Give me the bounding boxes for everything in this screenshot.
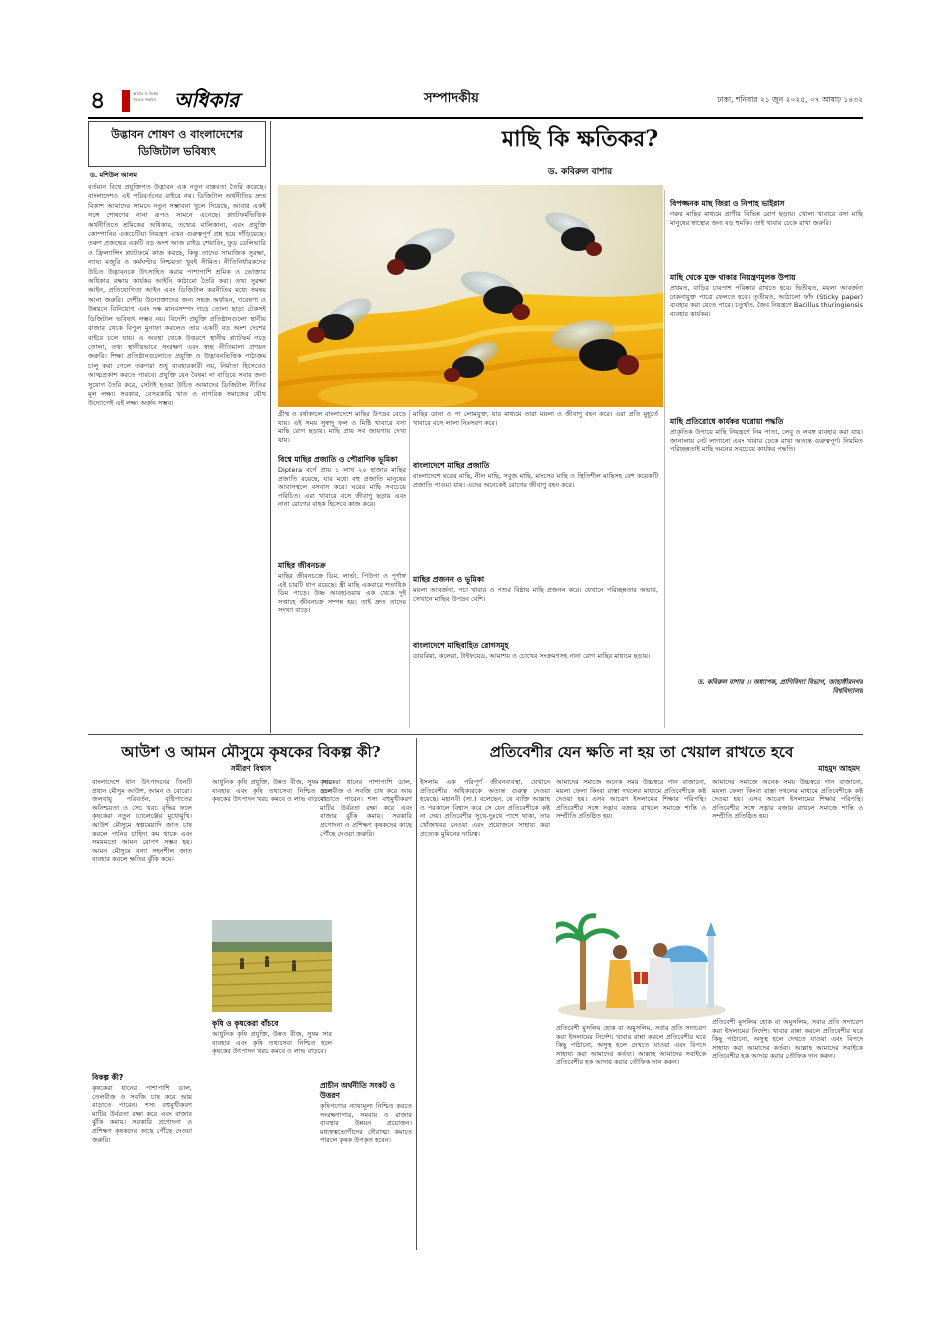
- col1-subhead-2: মাছির জীবনচক্র: [278, 561, 326, 570]
- main-article-byline: ড. কবিরুল বাশার: [547, 167, 613, 177]
- masthead: [88, 86, 863, 116]
- col1-subhead-1: বিশ্বে মাছির প্রজাতি ও পৌরাণিক ভূমিকা: [278, 455, 398, 464]
- bottom-right-body-2: আমাদের সমাজে অনেক সময় উচ্চস্বরে গান বাজানো, ময়লা ফেলা কিংবা রাস্তা দখলের মাধ্যমে প্রতিবেশীকে কষ্ট দেওয়া হয়। এসব আচরণ ইসলামের শিক্ষার পরিপন্থি। প্রতিবেশীর সঙ্গে সদ্ভাব বজায় রাখলে সমাজে শান্তি ও সম্প্রীতি প্রতিষ্ঠিত হয়।: [556, 778, 706, 821]
- bottom-left-col3-body-2: কৃষিপণ্যের ন্যায্যমূল্য নিশ্চিত করতে সংরক্ষণাগার, সমবায় ও বাজার ব্যবস্থার উন্নয়ন প্রয়োজন। মধ্যস্বত্বভোগীদের দৌরাত্ম্য কমাতে পারলে কৃষক উপকৃত হবেন।: [320, 1102, 412, 1145]
- left-article-title-box: [88, 121, 266, 167]
- bottom-right-col-2-top: [556, 778, 706, 898]
- bottom-left-col-2: [212, 778, 332, 918]
- logo: [122, 88, 246, 114]
- col1-body-2: মাছির জীবনচক্রে ডিম, লার্ভা, পিউপা ও পূর্ণাঙ্গ এই চারটি ধাপ রয়েছে। স্ত্রী মাছি একবারে শতাধিক ডিম পাড়ে। উষ্ণ আবহাওয়ায় এক থেকে দুই সপ্তাহে জীবনচক্র সম্পন্ন হয়। তাই দ্রুত তাদের সংখ্যা বাড়ে।: [278, 572, 406, 615]
- col3-subhead-3: মাছি প্রতিরোধে কার্যকর ঘরোয়া পদ্ধতি: [670, 417, 784, 426]
- bottom-left-subhead-1: বিকল্প কী?: [92, 1073, 124, 1082]
- left-column-rule: [270, 121, 271, 733]
- section-divider: [88, 734, 863, 735]
- bottom-right-col3-body-2: প্রতিবেশী মুসলিম হোক বা অমুসলিম, সবার প্রতি সদাচরণ করা ইসলামের নির্দেশ। খাবার রান্না করলে প্রতিবেশীর ঘরে কিছু পাঠানো, অসুস্থ হলে দেখতে যাওয়া এবং বিপদে সাহায্য করা আমাদের কর্তব্য। আল্লাহ আমাদের সবাইকে প্রতিবেশীর হক আদায় করার তৌফিক দান করুন।: [712, 1018, 863, 1061]
- main-article-col-1: [278, 410, 406, 728]
- bottom-right-col-1: [420, 778, 550, 1248]
- bottom-right-title: প্রতিবেশীর যেন ক্ষতি না হয় তা খেয়াল রাখতে হবে: [489, 743, 794, 761]
- col2-subhead-2: মাছির প্রজনন ও ভূমিকা: [413, 575, 485, 584]
- bottom-left-col3-body: কৃষকেরা ধানের পাশাপাশি ডাল, তেলবীজ ও সবজি চাষ করে আয় বাড়াতে পারেন। শস্য বহুমুখীকরণ মাটির উর্বরতা রক্ষা করে এবং বাজার ঝুঁকি কমায়। সরকারি প্রণোদনা ও প্রশিক্ষণ কৃষকদের কাছে পৌঁছে দেওয়া জরুরি।: [320, 778, 412, 838]
- col1-body-1: Diptera বর্গে প্রায় ১ লাখ ২০ হাজার মাছির প্রজাতি রয়েছে, যার মধ্যে বহু প্রজাতি মানুষের আবাসস্থলে বসবাস করে। ঘরের মাছি সবচেয়ে পরিচিত। এরা খাবারে বসে জীবাণু ছড়ায় এবং নানা রোগের বাহক হিসেবে কাজ করে।: [278, 466, 406, 509]
- neighbors-illustration: [556, 900, 728, 1020]
- main-article-col-3: [670, 196, 863, 728]
- rice-field-image: [212, 920, 332, 1012]
- neighbors-image: [556, 900, 728, 1020]
- bottom-left-col2-body: আধুনিক কৃষি প্রযুক্তি, উন্নত বীজ, সুষম সার ব্যবহার এবং কৃষি তথ্যসেবা নিশ্চিত হলে কৃষকের উৎপাদন খরচ কমবে ও লাভ বাড়বে।: [212, 778, 332, 804]
- logo-emblem: [122, 90, 130, 112]
- col3-body-2: প্রথমত, বাড়ির চারপাশ পরিষ্কার রাখতে হবে। দ্বিতীয়ত, ময়লা আবর্জনা ঢাকনাযুক্ত পাত্রে ফেলতে হবে। তৃতীয়ত, আঠালো ফাঁদ (Sticky paper) ব্যবহার করা যেতে পারে। চতুর্থত, জৈব নিয়ন্ত্রণে Bacillus thuringiensis ব্যবহার কার্যকর।: [670, 284, 863, 318]
- page-number: ৪: [90, 85, 106, 114]
- bottom-right-body: ইসলাম এক পরিপূর্ণ জীবনব্যবস্থা, যেখানে প্রতিবেশীর অধিকারকে অত্যন্ত গুরুত্ব দেওয়া হয়েছে। মহানবী (সা.) বলেছেন, যে ব্যক্তি আল্লাহ ও পরকালে বিশ্বাস করে সে যেন প্রতিবেশীকে কষ্ট না দেয়। প্রতিবেশীর সুখে-দুঃখে পাশে থাকা, তার খোঁজখবর নেওয়া এবং প্রয়োজনে সাহায্য করা প্রত্যেক মুমিনের দায়িত্ব।: [420, 778, 550, 838]
- col2-body-1: মাছির ডানা ও পা লোমযুক্ত, যার মাধ্যমে তারা ময়লা ও জীবাণু বহন করে। এরা প্রতি মুহূর্তে খাবারে বসে লালা নিঃসরণ করে।: [413, 410, 658, 427]
- author-note: ড. কবিরুল বাশার ।। অধ্যাপক, প্রাণিবিদ্যা বিভাগ, জাহাঙ্গীরনগর বিশ্ববিদ্যালয়: [697, 678, 863, 695]
- logo-tag-top: আমার ও বিশ্বের: [133, 91, 159, 96]
- col2-subhead-3: বাংলাদেশে মাছিবাহিত রোগসমূহ: [413, 641, 509, 650]
- bottom-left-subhead-2: কৃষি ও কৃষকেরা বাঁচবে: [212, 1019, 279, 1028]
- photo-caption: গ্রীষ্ম ও বর্ষাকালে বাংলাদেশে মাছির উপদ্রব বেড়ে যায়। এই সময় সুস্বাদু ফল ও মিষ্টি খাবারে বসা মাছি রোগ ছড়ায়। মাছি প্রায় সব জায়গায় দেখা যায়।: [278, 410, 406, 444]
- bottom-left-col-1: [92, 778, 192, 1248]
- bottom-right-col-2-bottom: [556, 1024, 706, 1248]
- section-title: সম্পাদকীয়: [424, 91, 479, 106]
- col3-body-3: প্রাকৃতিক উপায়ে মাছি নিয়ন্ত্রণে নিম পাতা, লেবু ও লবঙ্গ ব্যবহার করা যায়। জানালায় নেট লাগানো এবং খাবার ঢেকে রাখা অত্যন্ত গুরুত্বপূর্ণ। নিয়মিত পরিচ্ছন্নতাই মাছি দমনের সবচেয়ে কার্যকর পদ্ধতি।: [670, 428, 863, 454]
- col3-subhead-2: মাছি থেকে মুক্ত থাকার নিয়ন্ত্রণমূলক উপায়: [670, 273, 796, 282]
- bottom-right-byline: মাহমুদ আহমদ: [818, 764, 860, 773]
- bottom-left-subhead-3: প্রাচীন অর্থনীতি সংকট ও উত্তরণ: [320, 1081, 396, 1100]
- main-article-title: মাছি কি ক্ষতিকর?: [501, 126, 659, 152]
- bottom-left-col-2-lower: [212, 1016, 332, 1248]
- main-col-rule-2: [664, 190, 665, 728]
- masthead-rule: [88, 117, 863, 119]
- flies-photo-image: [278, 185, 663, 407]
- bottom-left-byline: সমীরণ বিশ্বাস: [230, 764, 272, 773]
- logo-tagline: [133, 91, 158, 103]
- bottom-left-col-3: [320, 778, 412, 1248]
- bottom-col-rule: [416, 738, 417, 1250]
- col2-body-4: ডায়রিয়া, কলেরা, টাইফয়েড, আমাশয় ও চোখের সংক্রমণসহ নানা রোগ মাছির মাধ্যমে ছড়ায়।: [413, 652, 651, 660]
- bottom-right-col-3: [712, 778, 863, 1248]
- left-article: [88, 121, 266, 731]
- col3-subhead-1: বিপজ্জনক মাছ জিরা ও নিপাহ ভাইরাস: [670, 199, 785, 208]
- bottom-left-col2-body-2: আধুনিক কৃষি প্রযুক্তি, উন্নত বীজ, সুষম সার ব্যবহার এবং কৃষি তথ্যসেবা নিশ্চিত হলে কৃষকের উৎপাদন খরচ কমবে ও লাভ বাড়বে।: [212, 1030, 332, 1056]
- main-col-rule-1: [409, 410, 410, 728]
- main-article-col-2: [413, 410, 658, 728]
- bottom-left-body: বাংলাদেশে ধান উৎপাদনের তিনটি প্রধান মৌসুম আউশ, আমন ও বোরো। জলবায়ু পরিবর্তন, বৃষ্টিপাতের অনিশ্চয়তা ও সেচ খরচ বৃদ্ধির ফলে কৃষকেরা নতুন চ্যালেঞ্জের মুখোমুখি। আউশ মৌসুমে স্বল্পমেয়াদি জাত চাষ করলে পানির চাহিদা কম থাকে এবং সময়মতো আমন রোপণ সম্ভব হয়। আমন মৌসুমে বন্যা সহনশীল জাত ব্যবহার করলে ক্ষতির ঝুঁকি কমে।: [92, 778, 192, 864]
- rice-field-photo: [212, 920, 332, 1012]
- col2-subhead-1: বাংলাদেশে মাছির প্রজাতি: [413, 461, 490, 470]
- gift-box: [634, 972, 648, 984]
- left-article-byline: ড. মশিউল আলম: [90, 171, 138, 179]
- left-article-body: বর্তমান বিশ্বে প্রযুক্তিগত উদ্ভাবন এক নতুন বাস্তবতা তৈরি করেছে। বাংলাদেশও এই পরিবর্তনের বাইরে নয়। ডিজিটাল অর্থনীতির দ্রুত বিকাশ আমাদের সামনে নতুন সম্ভাবনা খুলে দিয়েছে, আবার একই সঙ্গে শোষণের নানা রূপও সামনে এনেছে। প্ল্যাটফর্মভিত্তিক অর্থনীতিতে শ্রমিকের অধিকার, তথ্যের মালিকানা, এবং প্রযুক্তি কোম্পানির একচেটিয়া নিয়ন্ত্রণ এখন গুরুত্বপূর্ণ প্রশ্ন হয়ে দাঁড়িয়েছে। তরুণ প্রজন্মের একটি বড় অংশ আজ রাইড শেয়ারিং, ফুড ডেলিভারি ও ফ্রিল্যান্সিং প্ল্যাটফর্মে কাজ করছে, কিন্তু তাদের সামাজিক সুরক্ষা, ন্যায্য মজুরি ও কর্মঘণ্টার নিশ্চয়তা খুবই সীমিত। নীতিনির্ধারকদের উচিত উদ্ভাবনকে উৎসাহিত করার পাশাপাশি শ্রমিক ও ভোক্তার অধিকার রক্ষায় কার্যকর আইনি কাঠামো তৈরি করা। তথ্য সুরক্ষা আইন, প্রতিযোগিতা আইন এবং ডিজিটাল করনীতির মধ্যে সমন্বয় আনা জরুরি। দেশীয় উদ্যোক্তাদের জন্য সহজ অর্থায়ন, গবেষণা ও উন্নয়নে বিনিয়োগ এবং দক্ষ মানবসম্পদ গড়ে তোলা ছাড়া টেকসই ডিজিটাল ভবিষ্যৎ সম্ভব নয়। বিদেশি প্রযুক্তি প্রতিষ্ঠানগুলো স্থানীয় বাজার থেকে বিপুল মুনাফা করলেও তার একটি বড় অংশ দেশের বাইরে চলে যায়। এ অবস্থা থেকে উত্তরণে স্থানীয় প্ল্যাটফর্ম গড়ে তোলা, তথ্য স্থানীয়ভাবে সংরক্ষণ এবং স্বচ্ছ নীতিমালা প্রণয়ন জরুরি। শিক্ষা প্রতিষ্ঠানগুলোতে প্রযুক্তি ও উদ্ভাবনভিত্তিক পাঠ্যক্রম চালু করা গেলে তরুণরা শুধু ব্যবহারকারী নয়, নির্মাতা হিসেবেও আত্মপ্রকাশ করতে পারবে। প্রযুক্তি যেন বৈষম্য না বাড়িয়ে সবার জন্য সুযোগ তৈরি করে, সেটাই হওয়া উচিত আমাদের ডিজিটাল নীতির মূল লক্ষ্য। সরকার, বেসরকারি খাত ও নাগরিক সমাজের যৌথ উদ্যোগেই এই লক্ষ্য অর্জন সম্ভব।: [88, 183, 266, 408]
- logo-text: অধিকার: [174, 88, 240, 112]
- logo-tag-bottom: সত্যের সন্ধানে: [133, 97, 156, 102]
- bottom-left-body-2: কৃষকেরা ধানের পাশাপাশি ডাল, তেলবীজ ও সবজি চাষ করে আয় বাড়াতে পারেন। শস্য বহুমুখীকরণ মাটির উর্বরতা রক্ষা করে এবং বাজার ঝুঁকি কমায়। সরকারি প্রণোদনা ও প্রশিক্ষণ কৃষকদের কাছে পৌঁছে দেওয়া জরুরি।: [92, 1084, 192, 1144]
- col3-body-1: গরুর মাছির মাধ্যমে প্রাণীর বিভিন্ন রোগ ছড়ায়। খোলা খাবারে বসা মাছি মানুষের স্বাস্থ্যের জন্য বড় হুমকি। তাই খাবার ঢেকে রাখা জরুরি।: [670, 210, 863, 227]
- dateline: ঢাকা, শনিবার ২১ জুন ২০২৫, ০৭ আষাঢ় ১৪৩২: [717, 95, 863, 104]
- flies-photo: [278, 185, 663, 407]
- bottom-right-body-3: প্রতিবেশী মুসলিম হোক বা অমুসলিম, সবার প্রতি সদাচরণ করা ইসলামের নির্দেশ। খাবার রান্না করলে প্রতিবেশীর ঘরে কিছু পাঠানো, অসুস্থ হলে দেখতে যাওয়া এবং বিপদে সাহায্য করা আমাদের কর্তব্য। আল্লাহ আমাদের সবাইকে প্রতিবেশীর হক আদায় করার তৌফিক দান করুন।: [556, 1024, 706, 1067]
- col2-body-2: বাংলাদেশে ঘরের মাছি, নীল মাছি, সবুজ মাছি, মাংসের মাছি ও স্থিতিশীল মাছিসহ বেশ কয়েকটি প্রজাতি পাওয়া যায়। এদের অনেকেই রোগের জীবাণু বহন করে।: [413, 472, 658, 489]
- bottom-right-col3-body: আমাদের সমাজে অনেক সময় উচ্চস্বরে গান বাজানো, ময়লা ফেলা কিংবা রাস্তা দখলের মাধ্যমে প্রতিবেশীকে কষ্ট দেওয়া হয়। এসব আচরণ ইসলামের শিক্ষার পরিপন্থি। প্রতিবেশীর সঙ্গে সদ্ভাব বজায় রাখলে সমাজে শান্তি ও সম্প্রীতি প্রতিষ্ঠিত হয়।: [712, 778, 863, 821]
- bottom-left-title: আউশ ও আমন মৌসুমে কৃষকের বিকল্প কী?: [121, 743, 381, 761]
- col2-body-3: ময়লা আবর্জনা, পচা খাবার ও পশুর বিষ্ঠায় মাছি প্রজনন করে। যেখানে পরিচ্ছন্নতার অভাব, সেখানে মাছির উপদ্রব বেশি।: [413, 586, 658, 603]
- left-article-title: উদ্ভাবন শোষণ ও বাংলাদেশের ডিজিটাল ভবিষ্যৎ: [111, 128, 243, 158]
